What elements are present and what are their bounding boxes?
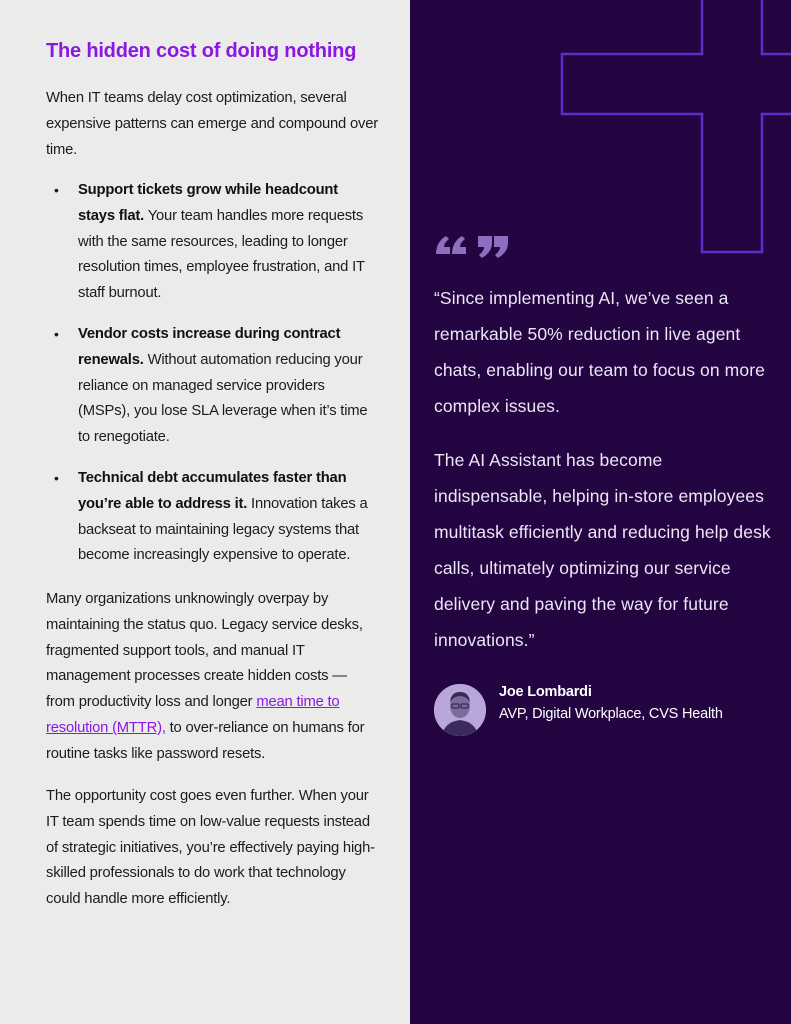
bullet-text: Without automation reducing your reliance on managed service providers (MSPs), you lose SLA leverage when it’s time to renegotiate.	[78, 351, 368, 446]
section-title: The hidden cost of doing nothing	[46, 40, 357, 62]
mttr-link[interactable]: mean time to resolution (MTTR),	[46, 694, 340, 736]
cross-outline-decoration	[410, 0, 791, 260]
bullet-text: Innovation takes a backseat to maintaining legacy systems that become increasingly expensive to operate.	[78, 495, 368, 564]
testimonial-panel	[410, 0, 791, 1024]
bullet-heading: Technical debt accumulates faster than you’re able to address it.	[78, 469, 347, 512]
list-item	[46, 466, 378, 569]
author-title: AVP, Digital Workplace, CVS Health	[499, 706, 723, 722]
quote-paragraph: The AI Assistant has become indispensable, helping in-store employees multitask efficiently and reducing help desk calls, ultimately optimizing our service delivery and paving the way for future innovations.”	[434, 450, 771, 650]
paragraph-text: to over-reliance on humans for routine tasks like password resets.	[46, 719, 365, 762]
quote-paragraph: “Since implementing AI, we’ve seen a remarkable 50% reduction in live agent chats, enabling our team to focus on more complex issues.	[434, 288, 765, 416]
person-avatar	[434, 684, 486, 736]
list-item	[46, 178, 378, 307]
bullet-heading: Vendor costs increase during contract renewals.	[78, 325, 341, 368]
list-item	[46, 322, 378, 451]
bullet-heading: Support tickets grow while headcount stays flat.	[78, 182, 338, 224]
bullet-icon: •	[54, 182, 59, 198]
double-quote-icon	[434, 228, 514, 268]
paragraph-text: Many organizations unknowingly overpay by maintaining the status quo. Legacy service desks, fragmented support tools, and manual IT management processes create hidden costs — from productivity loss and longer	[46, 591, 363, 711]
bullet-icon: •	[54, 469, 59, 486]
opportunity-cost-paragraph: The opportunity cost goes even further. When your IT team spends time on low-value requests instead of strategic initiatives, you’re effectively paying high-skilled professionals to do work that technology could handle more efficiently.	[46, 788, 375, 908]
intro-paragraph: When IT teams delay cost optimization, several expensive patterns can emerge and compound over time.	[46, 90, 378, 158]
author-name: Joe Lombardi	[499, 684, 592, 700]
cost-pattern-list	[46, 178, 378, 584]
bullet-text: Your team handles more requests with the same resources, leading to longer resolution times, employee frustration, and IT staff burnout.	[78, 207, 365, 302]
status-quo-paragraph	[46, 587, 378, 768]
bullet-icon: •	[54, 325, 59, 342]
